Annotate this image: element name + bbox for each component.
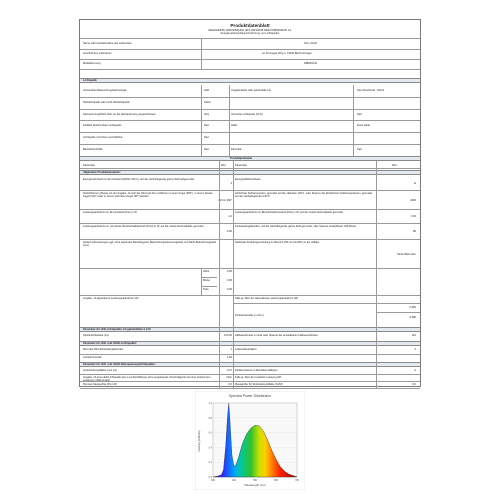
lq-col-line [201,85,202,156]
lq-value: LED [204,89,210,92]
lq-value: Nein [204,148,210,151]
lq-label-2: Ungebündelte oder gebündelte LQ: [231,89,272,92]
supplier-name-value: SLC LIGHT [304,42,318,45]
chroma-x: 0,381 [409,306,416,309]
lq-value: NLQ [204,112,210,116]
lq-label-2: Hülle: [231,124,238,128]
param-label: Verschiebungsfaktor (cos φ1) [83,369,117,372]
lq-value-2: Nein [357,148,363,151]
product-datasheet [79,19,421,387]
lq-label-2: Vernetzte Lichtquelle (CLS): [231,112,264,116]
param-value-2: E [414,182,416,185]
param-label: Nutzlichtstrom (Φuse) mit der Angabe, ob sich der Wert auf den Lichtstrom in einer Kugel (360°), in einem breiten Kegel (120°) oder in einem schmalen Kegel (90°) bezieht [83,192,213,198]
value-col2-head: Wert [392,164,398,167]
param-label-2: Farbkonsistenz in MacAdam-Ellipsen [235,369,278,372]
param-row-line [80,374,420,375]
param-value-2: 0,00 [410,215,416,218]
lq-value-2: keine Hülle [357,124,370,128]
lq-row-line [80,132,420,133]
param-value: 1,00 [226,356,232,359]
y-tick-label: 0.4 [208,446,212,450]
lq-value: Nein [204,124,210,128]
param-row-line [80,239,420,240]
param-label: Leistungsaufnahme im Ein-Zustand (Pon) in W [83,211,137,214]
dim-width-value: 0,00 [226,279,232,282]
x-tick-label: 780 [295,479,299,482]
lq-value-2: Nein [357,112,363,116]
regulation-subline: Energieverbrauchskennzeichnung von Lichtquellen [220,32,280,35]
param-row-line [80,354,420,355]
lq-label-2: Dimmbar: [231,148,243,151]
value-col1-head: Wert [221,164,227,167]
lq-row-line [80,120,420,121]
param-value: 0,00 [226,230,232,233]
dim-height-label: Höhe [203,270,210,273]
x-tick-label: 480 [232,479,236,482]
param-label-2: Halbwertsbreite in Grad oder Spanne der einstellbaren Halbwertsbreiten [235,334,318,337]
lq-value: Nein [204,136,210,140]
param-label: Lichtstromerhalt [83,356,102,359]
lq-label: Netzlichtquelle oder nicht-Netzlichtquelle: [83,100,131,104]
lq-label: Netzspannung/Nicht Netz an die Netzspannung angeschlossen: [83,112,157,116]
param-label: Energieverbrauch im Ein-Zustand (kWh/1 000 h), auf die nächstliegende ganze Zahl aufgerundet [83,178,195,181]
spectral-power-chart [195,391,305,490]
dim-width-label: Breite [203,279,210,282]
param-label: Wert des R9-Farbwiedergabeindex [83,348,124,351]
param-value-2: 0,0 [412,383,416,386]
regulation-line: DELEGIERTE VERORDNUNG (EU) 2019/2015 DER KOMMISSION zur [208,29,292,32]
lq-col-line [353,85,354,156]
param-label-2: Spektrale Strahlungsverteilung im Bereich 250 nm bis 800 nm bei Volllast [235,241,320,244]
lq-value: Kabel [204,100,211,104]
param-value: 1 [230,348,232,351]
lq-label: Farblich abstimmbare Lichtquelle: [83,124,122,128]
parameters-heading: Produktparameter [230,157,253,160]
param-value: 0,0 [228,383,232,386]
param-label-2: Leistungsaufnahme im Bereitschaftszustand (Psb) in W, auf die zweite Dezimalstelle gerundet [235,211,343,214]
param-row-line [80,190,420,191]
param-label-2: Lebensdauerfaktor [235,348,257,351]
lq-row-line [80,97,420,98]
chart-xlabel: Wavelength (nm) [244,483,266,487]
param-value-2: 4000 [410,198,416,202]
dim-height-value: 0,00 [226,270,232,273]
param-value: 4 [230,182,232,185]
param-value: 0,37 [226,369,232,372]
param-value: 4,2 [228,215,232,218]
chroma-y: 0,380 [409,316,416,319]
param-value-2: 0 [414,348,416,351]
lq-row-line [80,109,420,110]
ledoled-heading: Parameter für LED- und OLED-Lichtquellen: [83,342,138,345]
param-label-2: Farbwiedergabeindex, auf die nächstliegende ganze Zahl gerundet, oder Spanne einstellbarer CRI-Werte [235,225,356,228]
y-tick-label: 0.0 [208,476,212,479]
lichtquelle-heading: Lichtquelle [83,79,97,82]
x-tick-label: 580 [253,479,257,482]
chart-title: Spectral Power Distribution [228,394,272,398]
model-id-value: 998000144 [304,62,317,65]
param-label: Angabe, ob eine LED-Lichtquelle eine Leuchtstofflampe ohne eingebautes Vorschaltgerät mit einer bestimmten Leistung in Watt ersetzt [83,376,211,382]
lq-row-line [80,144,420,145]
y-tick-label: 1.0 [208,402,212,405]
dim-depth-label: Tiefe [203,288,209,291]
x-tick-label: 680 [274,479,278,482]
param-value-2: 0 [414,369,416,372]
param-value-2: Siehe Bild unten [397,252,416,256]
param-row-line [80,223,420,224]
param-row-line [80,388,420,389]
param-label-2: Energieeffizienzklasse [235,178,261,181]
equiv-value-label: Falls ja, Wert der äquivalenten Leistungsaufnahme (W) [235,297,299,300]
lq-label: Blendschutzhülle: [83,148,104,151]
y-tick-label: 0.2 [208,461,212,465]
y-tick-label: 0.8 [208,416,212,420]
supplier-address-value: An Krumegar Weg 4, 79100 Bad Krozingen [262,52,312,55]
page-title: Produktdatenblatt [230,23,270,28]
mains-heading: Parameter für LED- und OLED-Netzspannungslichtquellen: [83,363,156,366]
param-label: Leistungsaufnahme im vernetzten Bereitschaftsbetrieb (Pnet) in W, auf die zweite Dezimalstelle gerundet [83,225,204,228]
x-tick-label: 380 [211,479,215,482]
led-heading: Parameter für LED-Lichtquellen mit gebündeltem Licht: [83,328,152,331]
param-value-2: 80 [413,230,416,233]
param-label-2: Falls ja, Wert der ersetzten Leistung (W) [235,376,282,379]
equiv-label: Angabe, ob äquivalente Leistungsaufnahme (W) [83,297,139,300]
param-label-2: Messgröße für Stroboskop-Effekte (SVM) [235,383,283,386]
supplier-address-label: Anschrift des Lieferanten [83,52,112,55]
model-id-label: Modellkennung [83,62,101,65]
lq-value-2: Non-Directional · NDLS [357,89,385,92]
supplier-name-label: Name oder Handelsmarke des Lieferanten [83,42,132,45]
param-value: 410 im 360° [218,198,232,202]
dim-depth-value: 0,00 [226,288,232,291]
param-label: Äußere Abmessungen ggf. ohne separates Betriebsgerät, Beleuchtungssteuerungsteile und Nicht-Beleuchtungsteile (mm) [83,241,217,247]
param-value: Nein [226,376,232,379]
param-row-line [80,209,420,210]
chart-ylabel: Intensity (mW/nm) [198,430,201,452]
param-label: Spitzenlichtstärke (cd) [83,334,109,337]
y-tick-label: 0.6 [208,431,212,435]
param-value-2: 110 [411,334,416,337]
lq-col-line [229,85,230,156]
lq-label: Verwendete Beleuchtungstechnologie: [83,89,128,92]
param-value: 100,00 [224,334,232,337]
param-row-line [80,268,420,269]
chroma-label: Farbwertanteile (x und y) [235,314,264,317]
param-label: Flimmer-Messgröße (Pst LM) [83,383,117,386]
general-heading: Allgemeine Produktparameter: [83,171,121,174]
param-col1-head: Parameter [83,164,96,167]
lq-label: Lichtquelle mit hoher Leuchtdichte: [83,136,124,140]
param-label-2: Ähnlichste Farbtemperatur, gerundet auf die nächsten 100 K, oder Spanne der ähnlichsten Farbtemperaturen, gerundet auf die nächstliegenden 100 K [235,192,373,198]
param-col2-head: Parameter [235,164,248,167]
